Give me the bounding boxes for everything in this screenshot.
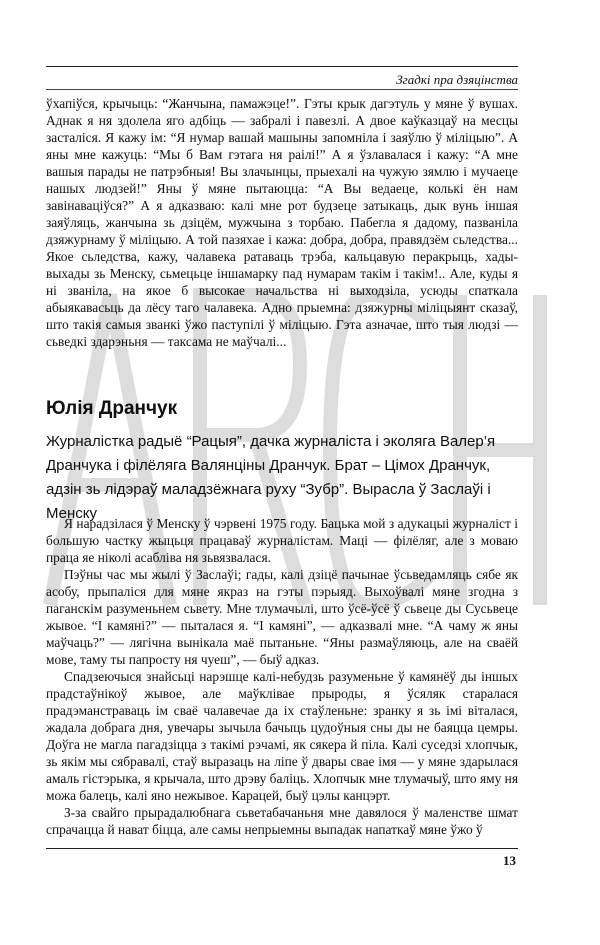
body-paragraph: З-за свайго прырадалюбнага сьветабачаньня мне давялося ў маленстве шмат спрачацца й нават біцца, але самы непрыемны выпадак напаткаў мяне ўжо ў xyxy=(46,805,518,837)
intro-paragraph: ўхапіўся, крычыць: “Жанчына, памажэце!”. Гэты крык дагэтуль у мяне ў вушах. Аднак я ня здолела яго адбіць — забралі і павезлі. А двое каўказцаў на месцы засталіся. Я кажу ім: “Я нумар вашай машыны запомніла і заяўлю ў міліцыю”. А яны мне кажуць: “Мы б Вам гэтага ня раілі!” А я ўзлавалася і кажу: “А мне вашыя парады не патрэбныя! Вы злачынцы, прыехалі на чужую зямлю і мучаеце нашых людзей!” Яны ў мяне пытаюцца: “А Вы ведаеце, колькі ён нам завінаваціўся?” А я адказваю: калі мне рот будзеце затыкаць, дык вунь іншая заяўляць, жанчына зь дзіцём, мужчына з торбаю. Пабегла я дадому, пазваніла дзяжурнаму ў міліцыю. А той пазяхае і кажа: добра, добра, правядзём сьледства... Якое сьледства, кажу, чалавека ратаваць трэба, кальцавую перакрыць, хады-выхады зь Менску, сьмецьце іншамарку пад нумарам такім і такім!.. Але, куды я ні званіла, на якое б высокае начальства ні выходзіла, усюды спаткала абыякавасьць да лёсу таго чалавека. Адно прыемна: дзяжурны міліцыянт сказаў, што такія самыя званкі ўжо паступілі ў міліцыю. Гэта азначае, што тыя людзі — сьведкі здарэньня — таксама не маўчалі... xyxy=(46,96,518,349)
header-rule xyxy=(46,66,518,67)
body-paragraph: Пэўны час мы жылі ў Заслаўі; гады, калі дзіцё пачынае ўсьведамляць сябе як асобу, прыпаліся для мяне якраз на гэты пэрыяд. Выхоўвалі мяне згодна з паганскім разуменьнем сьвету. Мне тлумачылі, што ўсё-ўсё ў сьвеце ды Сусьвеце жывое. “І камяні?” — пыталася я. “І камяні”, — адказвалі мне. “А чаму ж яны маўчаць?” — лягічна вынікала маё пытаньне. “Яны размаўляюць, але на сваёй мове, таму ты папросту ня чуеш”, — быў адказ. xyxy=(46,567,518,667)
body-paragraph: Я нарадзілася ў Менску ў чэрвені 1975 году. Бацька мой з адукацыі журналіст і большую частку жыцьця працаваў журналістам. Маці — філёляг, але з моваю праца яе ніколі асабліва ня зьвязвалася. xyxy=(46,516,518,565)
footer-rule xyxy=(46,848,518,849)
section-title: Юлія Дранчук xyxy=(46,398,178,419)
running-title: Згадкі пра дзяцінства xyxy=(396,72,518,87)
page-number: 13 xyxy=(503,853,516,868)
body-text xyxy=(46,515,518,838)
header-rule-lower xyxy=(46,89,518,90)
body-paragraph: Спадзеючыся знайсьці нарэшце калі-небудзь разуменьне ў камянёў ды іншых прадстаўнікоў жывое, але маўклівае прыроды, я ўсяляк старалася прадэманстраваць ім сваё чалавечае да іх стаўленьне: зранку я зь імі віталася, жадала добрага дня, увечары зычыла бачыць цудоўныя сны ды не баяцца цемры. Доўга не магла пагадзіцца з такімі рэчамі, як сякера й піла. Калі суседзі хлопчык, зь якім мы сябравалі, стаў выразаць на ліпе ў двары свае імя — у мяне здарылася амаль гістэрыка, я крычала, што дрэву балiць. Хлопчык мне тлумачыў, што яму ня можа балець, калі яно нежывое. Карацей, быў цэлы канцэрт. xyxy=(46,669,518,803)
intro-text xyxy=(46,95,518,350)
section-lead: Журналістка радыё “Рацыя”, дачка журналіста і эколяга Валер’я Дранчука і філёляга Валянціны Дранчук. Брат – Цімох Дранчук, адзін зь лідэраў маладзёжнага руху “Зубр”. Вырасла ў Заслаўі і Менску xyxy=(46,433,496,522)
